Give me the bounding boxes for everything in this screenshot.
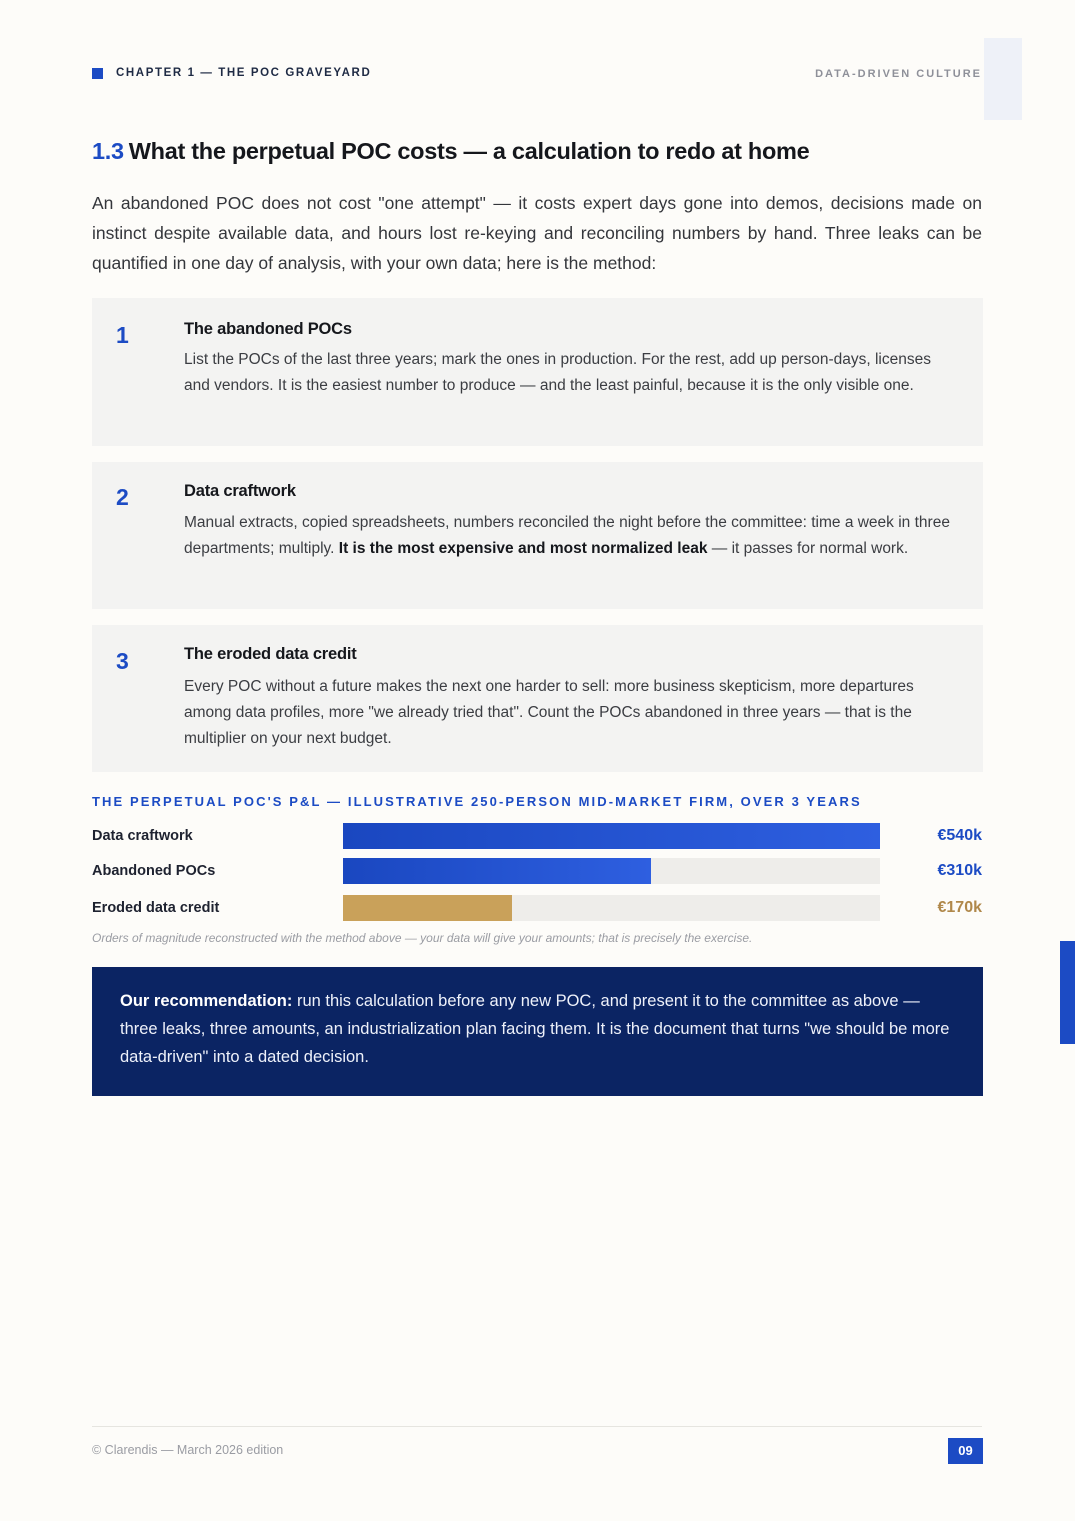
step-card [92,625,983,772]
step-number: 2 [116,484,129,510]
chapter-label: CHAPTER 1 — THE POC GRAVEYARD [116,67,372,79]
bar-value-label: €540k [937,827,982,844]
bar-row [92,823,982,851]
step-card [92,462,983,609]
chart-note: Orders of magnitude reconstructed with the method above — your data will give your amounts; that is precisely the exercise. [92,931,753,945]
bar-row [92,858,982,886]
step-card [92,298,983,446]
recommendation-box [92,967,983,1096]
bar-category-label: Abandoned POCs [92,863,216,879]
footer-divider [92,1426,982,1427]
bar-value-label: €170k [937,899,982,916]
section-number: 1.3 [92,138,124,164]
chapter-watermark [984,38,1022,120]
bar-row [92,895,982,923]
bar-track [343,823,880,849]
section-label: DATA-DRIVEN CULTURE [815,68,982,80]
recommendation-text [120,987,950,1071]
step-body [184,510,959,562]
recommendation-body: run this calculation before any new POC, and present it to the committee as above — three leaks, three amounts, an industrialization plan facing them. It is the document that turns "we should be more data-driven" into a dated decision. [120,992,950,1066]
chart-title: THE PERPETUAL POC'S P&L — ILLUSTRATIVE 250-PERSON MID-MARKET FIRM, OVER 3 YEARS [92,794,862,809]
chapter-marker-square [92,68,103,79]
step-body-text: Manual extracts, copied spreadsheets, numbers reconciled the night before the committee: time a week in three departments; multiply. [184,514,950,557]
footer-copyright: © Clarendis — March 2026 edition [92,1443,284,1457]
recommendation-label: Our recommendation: [120,992,293,1010]
page-number: 09 [948,1438,983,1464]
step-body-text: — it passes for normal work. [707,540,909,557]
section-title-text: What the perpetual POC costs — a calculation to redo at home [128,138,810,164]
bar-track [343,858,880,884]
intro-paragraph: An abandoned POC does not cost "one attempt" — it costs expert days gone into demos, decisions made on instinct despite available data, and hours lost re-keying and reconciling numbers by hand. Three leaks can be quantified in one day of analysis, with your own data; here is the method: [92,193,982,273]
step-body-emphasis: It is the most expensive and most normalized leak [338,540,708,557]
bar-category-label: Data craftwork [92,828,193,844]
step-title: The abandoned POCs [184,320,352,338]
bar [343,858,651,884]
section-title [92,138,982,165]
step-number: 1 [116,322,129,348]
step-title: The eroded data credit [184,645,357,663]
chapter-side-tab [1060,941,1075,1044]
bar [343,823,880,849]
step-number: 3 [116,648,129,674]
step-body: List the POCs of the last three years; mark the ones in production. For the rest, add up person-days, licenses and vendors. It is the easiest number to produce — and the least painful, because it is the only visible one. [184,351,931,394]
bar-value-label: €310k [937,862,982,879]
bar-category-label: Eroded data credit [92,900,220,916]
bar-track [343,895,880,921]
step-title: Data craftwork [184,482,296,500]
step-body: Every POC without a future makes the next one harder to sell: more business skepticism, more departures among data profiles, more "we already tried that". Count the POCs abandoned in three years — that is the multiplier on your next budget. [184,678,914,747]
running-header [92,66,982,82]
bar [343,895,512,921]
